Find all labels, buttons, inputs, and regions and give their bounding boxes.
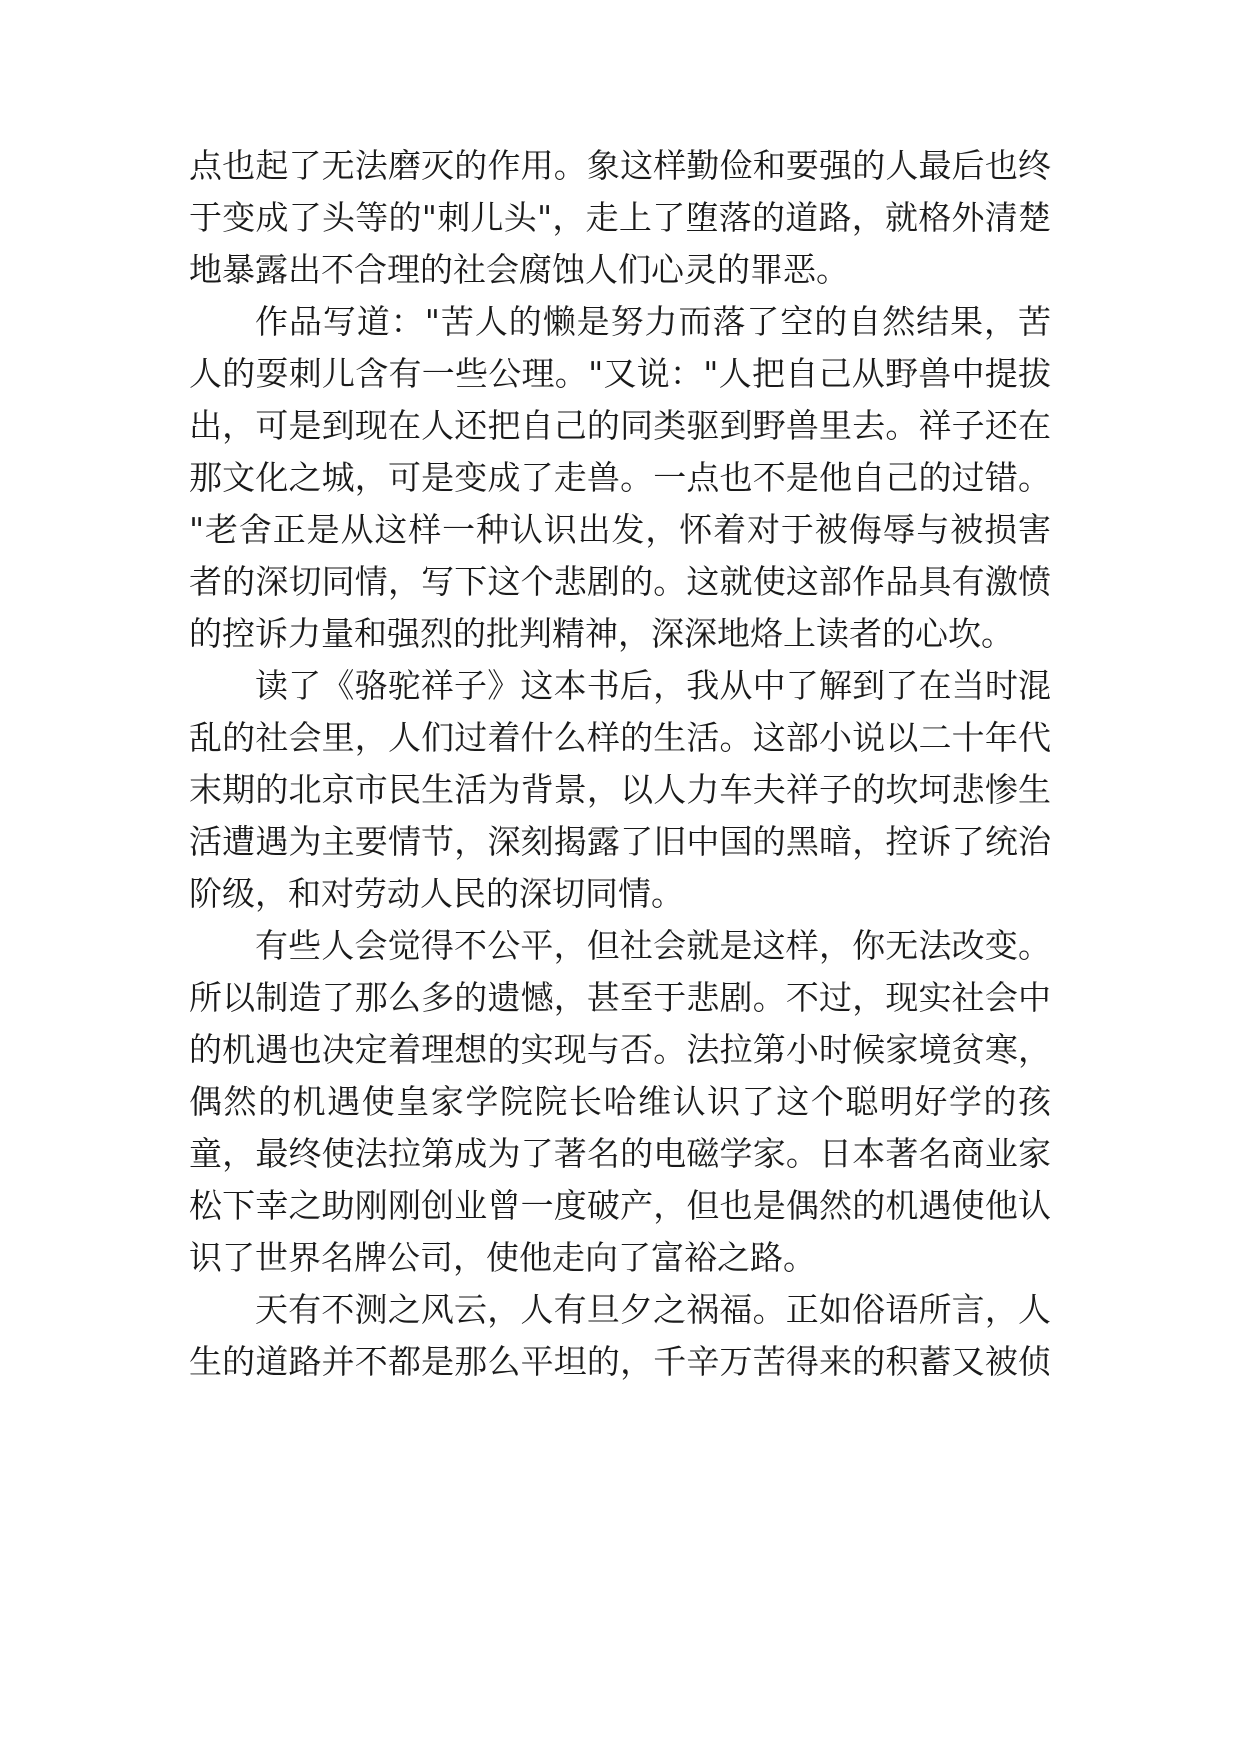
paragraph xyxy=(189,920,1051,1284)
text-line: 末期的北京市民生活为背景，以人力车夫祥子的坎坷悲惨生 xyxy=(189,770,1051,809)
text-line: 者的深切同情，写下这个悲剧的。这就使这部作品具有激愤 xyxy=(189,562,1051,601)
paragraph xyxy=(189,140,1051,296)
text-line: 松下幸之助刚刚创业曾一度破产，但也是偶然的机遇使他认 xyxy=(189,1186,1051,1225)
text-line: 有些人会觉得不公平，但社会就是这样，你无法改变。 xyxy=(255,926,1051,965)
paragraph xyxy=(189,1284,1051,1388)
text-line: 的机遇也决定着理想的实现与否。法拉第小时候家境贫寒， xyxy=(189,1030,1051,1069)
text-line: 出，可是到现在人还把自己的同类驱到野兽里去。祥子还在 xyxy=(189,406,1051,445)
text-line: 偶然的机遇使皇家学院院长哈维认识了这个聪明好学的孩 xyxy=(189,1082,1051,1121)
text-line: 地暴露出不合理的社会腐蚀人们心灵的罪恶。 xyxy=(189,250,849,289)
text-line: 所以制造了那么多的遗憾，甚至于悲剧。不过，现实社会中 xyxy=(189,978,1051,1017)
text-line: 生的道路并不都是那么平坦的，千辛万苦得来的积蓄又被侦 xyxy=(189,1342,1051,1381)
text-line: 人的耍刺儿含有一些公理。"又说："人把自己从野兽中提拔 xyxy=(189,354,1051,393)
text-line: 童，最终使法拉第成为了著名的电磁学家。日本著名商业家 xyxy=(189,1134,1051,1173)
text-line: 那文化之城，可是变成了走兽。一点也不是他自己的过错。 xyxy=(189,458,1051,497)
paragraph xyxy=(189,296,1051,660)
text-line: 阶级，和对劳动人民的深切同情。 xyxy=(189,874,684,913)
text-line: 读了《骆驼祥子》这本书后，我从中了解到了在当时混 xyxy=(255,666,1051,705)
text-line: 的控诉力量和强烈的批判精神，深深地烙上读者的心坎。 xyxy=(189,614,1014,653)
text-line: 天有不测之风云，人有旦夕之祸福。正如俗语所言，人 xyxy=(255,1290,1051,1329)
text-line: 识了世界名牌公司，使他走向了富裕之路。 xyxy=(189,1238,816,1277)
text-line: 于变成了头等的"刺儿头"，走上了堕落的道路，就格外清楚 xyxy=(189,198,1051,237)
text-line: 乱的社会里，人们过着什么样的生活。这部小说以二十年代 xyxy=(189,718,1051,757)
text-line: 活遭遇为主要情节，深刻揭露了旧中国的黑暗，控诉了统治 xyxy=(189,822,1051,861)
text-line: "老舍正是从这样一种认识出发，怀着对于被侮辱与被损害 xyxy=(189,510,1051,549)
document-page xyxy=(189,140,1051,1388)
text-line: 作品写道："苦人的懒是努力而落了空的自然结果，苦 xyxy=(255,302,1051,341)
paragraph xyxy=(189,660,1051,920)
text-line: 点也起了无法磨灭的作用。象这样勤俭和要强的人最后也终 xyxy=(189,146,1051,185)
